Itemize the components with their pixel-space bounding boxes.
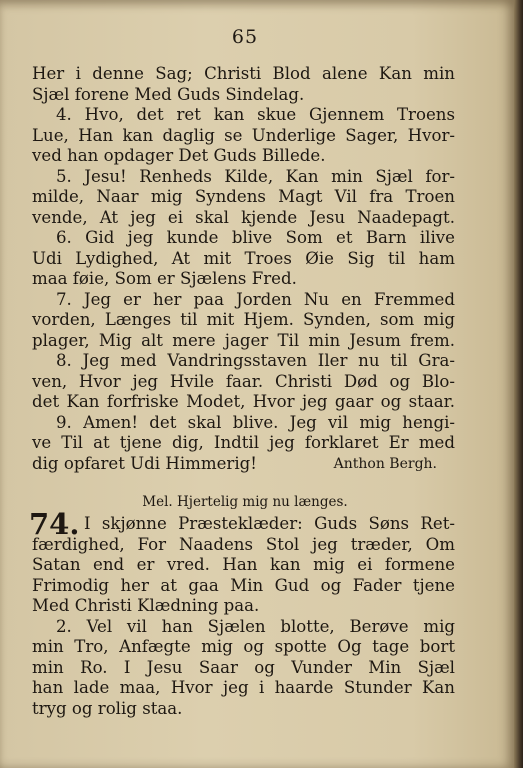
text-line: 4. Hvo, det ret kan skue Gjennem Troens bbox=[56, 105, 455, 124]
text-line: vende, At jeg ei skal kjende Jesu Naadepagt. bbox=[32, 207, 455, 227]
text-line: I skjønne Præsteklæder: Guds Søns Ret- bbox=[84, 514, 455, 533]
text-line: han lade maa, Hvor jeg i haarde Stunder Kan bbox=[32, 678, 455, 697]
hymn-text-upper bbox=[32, 64, 455, 474]
text-line: 5. Jesu! Renheds Kilde, Kan min Sjæl for- bbox=[56, 166, 455, 186]
text-line: Frimodig her at gaa Min Gud og Fader tjene bbox=[32, 575, 455, 595]
text-line: Sjæl forene Med Guds Sindelag. bbox=[32, 84, 305, 104]
text-line: Her i denne Sag; Christi Blod alene Kan min bbox=[32, 64, 455, 83]
text-line: min Tro, Anfægte mig og spotte Og tage bort bbox=[32, 637, 455, 656]
text-line: 9. Amen! det skal blive. Jeg vil mig hengi- bbox=[56, 412, 455, 432]
text-line: milde, Naar mig Syndens Magt Vil fra Troen bbox=[32, 187, 455, 206]
text-line: tryg og rolig staa. bbox=[32, 698, 183, 718]
text-line: ven, Hvor jeg Hvile faar. Christi Død og Blo- bbox=[32, 371, 455, 391]
text-line: færdighed, For Naadens Stol jeg træder, Om bbox=[32, 534, 455, 554]
text-line: maa føie, Som er Sjælens Fred. bbox=[32, 269, 297, 288]
text-line: 8. Jeg med Vandringsstaven Iler nu til Gra- bbox=[56, 351, 455, 370]
text-line: 6. Gid jeg kunde blive Som et Barn ilive bbox=[56, 228, 455, 247]
text-line: dig opfaret Udi Himmerig! bbox=[32, 453, 257, 473]
text-line: Med Christi Klædning paa. bbox=[32, 596, 260, 615]
text-line: Lue, Han kan daglig se Underlige Sager, Hvor- bbox=[32, 125, 455, 145]
text-line: plager, Mig alt mere jager Til min Jesum frem. bbox=[32, 330, 455, 350]
text-line: min Ro. I Jesu Saar og Vunder Min Sjæl bbox=[32, 657, 455, 677]
text-line-with-signature bbox=[32, 454, 455, 475]
text-line: 7. Jeg er her paa Jorden Nu en Fremmed bbox=[56, 289, 455, 309]
text-line: Satan end er vred. Han kan mig ei formene bbox=[32, 555, 455, 574]
page-number: 65 bbox=[231, 26, 259, 48]
text-line: det Kan forfriske Modet, Hvor jeg gaar og staar. bbox=[32, 392, 455, 411]
text-line: 2. Vel vil han Sjælen blotte, Berøve mig bbox=[56, 616, 455, 636]
text-line: ved han opdager Det Guds Billede. bbox=[32, 146, 326, 165]
hymn-text-lower bbox=[32, 514, 455, 719]
text-line: Udi Lydighed, At mit Troes Øie Sig til ham bbox=[32, 248, 455, 268]
book-spine-edge bbox=[514, 0, 523, 768]
text-line: ve Til at tjene dig, Indtil jeg forklaret Er med bbox=[32, 433, 455, 452]
author-signature: Anthon Bergh. bbox=[333, 455, 437, 472]
melody-line: Mel. Hjertelig mig nu længes. bbox=[142, 494, 348, 510]
hymn-number: 74. bbox=[29, 507, 80, 541]
text-line: vorden, Længes til mit Hjem. Synden, som mig bbox=[32, 310, 455, 329]
